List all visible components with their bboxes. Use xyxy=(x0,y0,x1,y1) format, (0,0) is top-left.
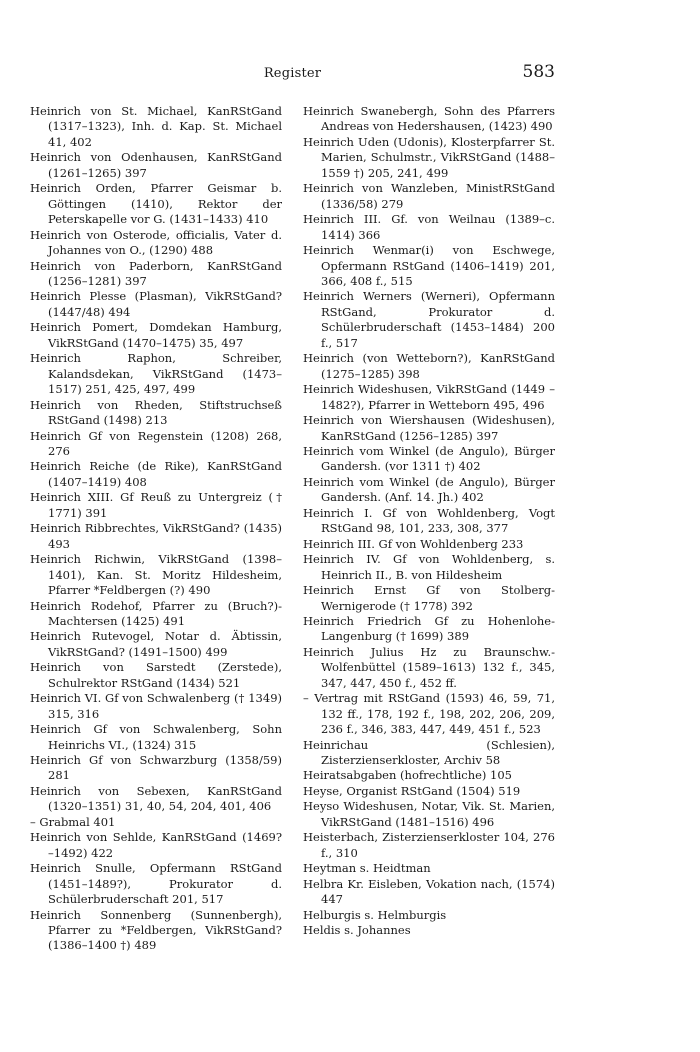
index-entry: – Vertrag mit RStGand (1593) 46, 59, 71, 132 ff., 178, 192 f., 198, 202, 206, 209, 236 f., 346, 383, 447, 449, 451 f., 523 xyxy=(303,691,555,737)
index-entry: Heinrich Richwin, VikRStGand (1398–1401), Kan. St. Moritz Hildesheim, Pfarrer *Feldbergen (?) 490 xyxy=(30,552,282,598)
index-entry: Heinrich Raphon, Schreiber, Kalandsdekan, VikRStGand (1473–1517) 251, 425, 497, 499 xyxy=(30,351,282,397)
index-entry: Heinrich Orden, Pfarrer Geismar b. Göttingen (1410), Rektor der Peterskapelle vor G. (1431–1433) 410 xyxy=(30,181,282,227)
index-entry: Heinrich Pomert, Domdekan Hamburg, VikRStGand (1470–1475) 35, 497 xyxy=(30,320,282,350)
index-entry: Heinrich von Wiershausen (Wideshusen), KanRStGand (1256–1285) 397 xyxy=(303,413,555,443)
index-entry: Heinrich von Wanzleben, MinistRStGand (1336/58) 279 xyxy=(303,181,555,211)
right-column xyxy=(303,104,555,954)
index-entry: Heytman s. Heidtman xyxy=(303,861,431,876)
index-entry: Heiratsabgaben (hofrechtliche) 105 xyxy=(303,768,512,783)
index-entry: Heinrich Plesse (Plasman), VikRStGand? (1447/48) 494 xyxy=(30,289,282,319)
index-entry: Heinrich Snulle, Opfermann RStGand (1451–1489?), Prokurator d. Schülerbruderschaft 201, 517 xyxy=(30,861,282,907)
index-entry: Heinrich VI. Gf von Schwalenberg († 1349) 315, 316 xyxy=(30,691,282,721)
index-entry: Heisterbach, Zisterzienserkloster 104, 276 f., 310 xyxy=(303,830,555,860)
index-entry: – Grabmal 401 xyxy=(30,814,116,829)
index-entry: Heinrich III. Gf von Wohldenberg 233 xyxy=(303,536,524,551)
index-entry: Heinrichau (Schlesien), Zisterzienserkloster, Archiv 58 xyxy=(303,737,555,768)
index-entry: Heinrich Julius Hz zu Braunschw.-Wolfenbüttel (1589–1613) 132 f., 345, 347, 447, 450 f., 452 ff. xyxy=(303,644,555,690)
index-entry: Heinrich Gf von Schwarzburg (1358/59) 281 xyxy=(30,753,282,783)
index-entry: Heinrich Gf von Regenstein (1208) 268, 276 xyxy=(30,428,282,458)
index-entry: Heinrich von St. Michael, KanRStGand (1317–1323), Inh. d. Kap. St. Michael 41, 402 xyxy=(30,104,282,149)
index-entry: Heinrich von Osterode, officialis, Vater d. Johannes von O., (1290) 488 xyxy=(30,227,282,258)
index-entry: Heinrich Rutevogel, Notar d. Äbtissin, VikRStGand? (1491–1500) 499 xyxy=(30,629,282,659)
index-columns xyxy=(30,104,555,954)
index-entry: Helburgis s. Helmburgis xyxy=(303,907,447,922)
index-entry: Heyse, Organist RStGand (1504) 519 xyxy=(303,783,521,798)
page-number: 583 xyxy=(522,62,555,82)
index-entry: Heinrich von Sehlde, KanRStGand (1469? –1492) 422 xyxy=(30,830,282,860)
index-entry: Heinrich Reiche (de Rike), KanRStGand (1407–1419) 408 xyxy=(30,459,282,489)
running-head: Register xyxy=(263,66,322,81)
index-entry: Heinrich von Rheden, Stiftstruchseß RStGand (1498) 213 xyxy=(30,397,282,428)
index-entry: Heinrich Rodehof, Pfarrer zu (Bruch?)-Machtersen (1425) 491 xyxy=(30,598,282,628)
index-entry: Heinrich von Sebexen, KanRStGand (1320–1351) 31, 40, 54, 204, 401, 406 xyxy=(30,783,282,814)
index-entry: Heinrich Werners (Werneri), Opfermann RStGand, Prokurator d. Schülerbruderschaft (1453–1484) 200 f., 517 xyxy=(303,289,555,350)
page-header xyxy=(30,62,555,92)
index-entry: Heinrich XIII. Gf Reuß zu Untergreiz († 1771) 391 xyxy=(30,490,282,520)
index-entry: Heinrich von Paderborn, KanRStGand (1256–1281) 397 xyxy=(30,258,282,288)
index-entry: Heinrich (von Wetteborn?), KanRStGand (1275–1285) 398 xyxy=(303,351,555,381)
index-entry: Heinrich von Odenhausen, KanRStGand (1261–1265) 397 xyxy=(30,150,282,180)
index-entry: Heinrich Ribbrechtes, VikRStGand? (1435) 493 xyxy=(30,521,282,551)
index-entry: Heinrich Wenmar(i) von Eschwege, Opfermann RStGand (1406–1419) 201, 366, 408 f., 515 xyxy=(303,243,555,288)
index-entry: Heinrich vom Winkel (de Angulo), Bürger Gandersh. (vor 1311 †) 402 xyxy=(303,443,555,474)
index-entry: Heinrich IV. Gf von Wohldenberg, s. Heinrich II., B. von Hildesheim xyxy=(303,552,555,582)
index-entry: Heinrich III. Gf. von Weilnau (1389–c. 1414) 366 xyxy=(303,212,555,242)
index-entry: Heinrich Ernst Gf von Stolberg-Wernigerode († 1778) 392 xyxy=(303,583,555,613)
index-entry: Heinrich Friedrich Gf zu Hohenlohe-Langenburg († 1699) 389 xyxy=(303,613,555,644)
index-entry: Heinrich Uden (Udonis), Klosterpfarrer St. Marien, Schulmstr., VikRStGand (1488–1559 †) 205, 241, 499 xyxy=(303,134,555,180)
index-entry: Heinrich von Sarstedt (Zerstede), Schulrektor RStGand (1434) 521 xyxy=(30,660,282,690)
index-entry: Heinrich Gf von Schwalenberg, Sohn Heinrichs VI., (1324) 315 xyxy=(30,722,282,752)
index-entry: Heinrich I. Gf von Wohldenberg, Vogt RStGand 98, 101, 233, 308, 377 xyxy=(303,505,555,536)
index-entry: Heinrich Sonnenberg (Sunnenbergh), Pfarrer zu *Feldbergen, VikRStGand? (1386–1400 †) 489 xyxy=(30,907,282,953)
index-entry: Heinrich Wideshusen, VikRStGand (1449 –1482?), Pfarrer in Wetteborn 495, 496 xyxy=(303,382,555,412)
left-column xyxy=(30,104,282,954)
index-entry: Heyso Wideshusen, Notar, Vik. St. Marien, VikRStGand (1481–1516) 496 xyxy=(303,799,555,829)
index-entry: Helbra Kr. Eisleben, Vokation nach, (1574) 447 xyxy=(303,876,555,907)
index-entry: Heldis s. Johannes xyxy=(303,923,411,938)
index-entry: Heinrich vom Winkel (de Angulo), Bürger Gandersh. (Anf. 14. Jh.) 402 xyxy=(303,474,555,505)
index-entry: Heinrich Swanebergh, Sohn des Pfarrers Andreas von Hedershausen, (1423) 490 xyxy=(303,104,555,134)
